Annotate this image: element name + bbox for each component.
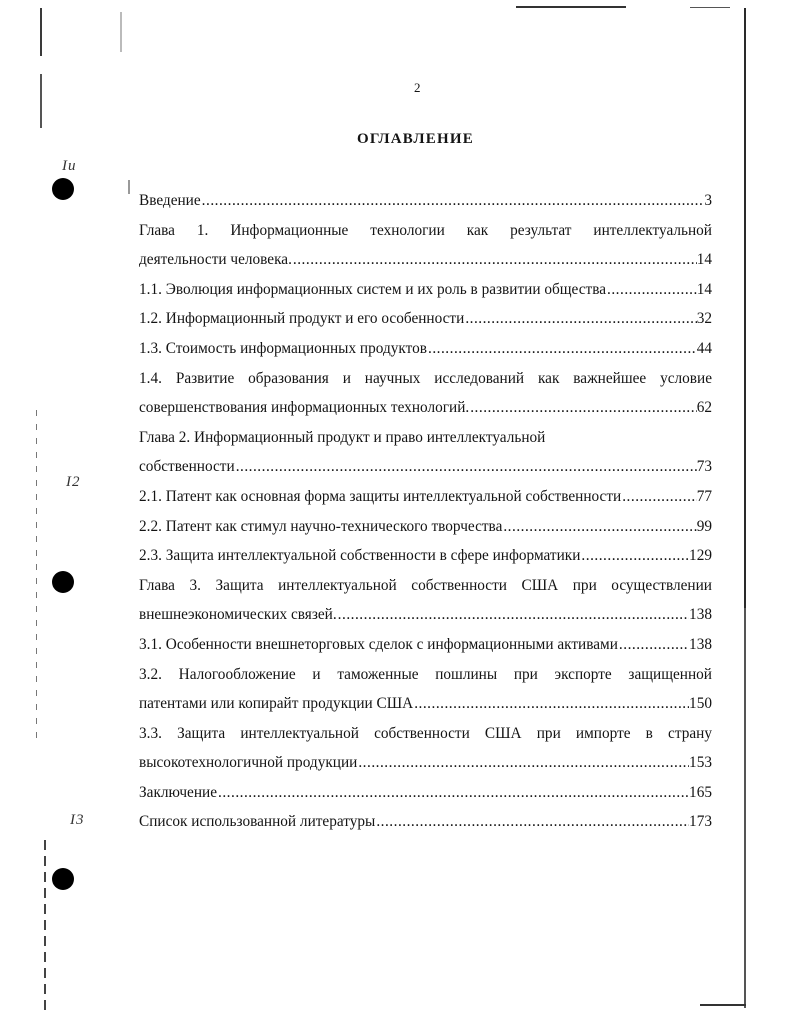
toc-entry-first-line — [139, 571, 712, 601]
leader-dots — [580, 541, 689, 571]
toc-entry — [139, 393, 712, 423]
toc-entry — [139, 245, 712, 275]
toc-page-number: 14 — [696, 280, 712, 298]
leader-dots — [375, 807, 689, 837]
toc-page-number: 44 — [696, 339, 712, 357]
toc-entry — [139, 630, 712, 660]
leader-dots — [413, 689, 689, 719]
scan-edge-top — [516, 6, 626, 8]
punch-hole — [52, 868, 74, 890]
margin-note: Iи — [62, 158, 77, 174]
scan-edge-right — [744, 8, 746, 1008]
toc-entry — [139, 304, 712, 334]
leader-dots — [292, 245, 697, 275]
toc-entry — [139, 512, 712, 542]
toc-entry-title: деятельности человека. — [139, 251, 292, 269]
toc-entry-title: 3.1. Особенности внешнеторговых сделок с информационными активами — [139, 635, 618, 653]
toc-page-number: 32 — [696, 310, 712, 328]
leader-dots — [621, 482, 696, 512]
leader-dots — [235, 452, 697, 482]
toc-entry-title: 3.2. Налогообложение и таможенные пошлины при экспорте защищенной — [139, 665, 712, 683]
toc-entry-title: совершенствования информационных технологий. — [139, 399, 470, 417]
toc-page-number: 73 — [696, 458, 712, 476]
toc-entry-first-line — [139, 719, 712, 749]
toc-entry-first-line — [139, 423, 712, 453]
scan-edge-bottom — [700, 1004, 746, 1006]
toc-page-number: 3 — [704, 192, 712, 209]
toc-entry — [139, 275, 712, 305]
toc-entry-first-line — [139, 216, 712, 246]
leader-dots — [618, 630, 689, 660]
leader-dots — [469, 393, 696, 423]
toc-entry — [139, 334, 712, 364]
page-number: 2 — [414, 80, 421, 95]
leader-dots — [502, 512, 696, 542]
table-of-contents — [139, 186, 712, 837]
toc-entry — [139, 541, 712, 571]
toc-entry — [139, 778, 712, 808]
leader-dots — [464, 304, 696, 334]
margin-note: I3 — [70, 812, 85, 828]
toc-entry — [139, 807, 712, 837]
toc-entry-title: 2.1. Патент как основная форма защиты интеллектуальной собственности — [139, 487, 622, 505]
toc-page-number: 138 — [689, 606, 712, 624]
toc-page-number: 150 — [689, 695, 712, 713]
toc-page-number: 99 — [696, 517, 712, 535]
toc-entry — [139, 600, 712, 630]
toc-entry-title: Глава 2. Информационный продукт и право интеллектуальной — [139, 428, 546, 446]
toc-page-number: 129 — [689, 547, 712, 565]
leader-dots — [217, 778, 689, 808]
punch-hole — [52, 178, 74, 200]
toc-entry-title: 3.3. Защита интеллектуальной собственности США при импорте в страну — [139, 724, 712, 742]
toc-entry-title: 1.3. Стоимость информационных продуктов — [139, 339, 427, 357]
toc-entry-title: Введение — [139, 192, 201, 209]
leader-dots — [337, 600, 689, 630]
toc-entry — [139, 689, 712, 719]
leader-dots — [427, 334, 697, 364]
scan-speck — [120, 12, 122, 52]
toc-entry-title: внешнеэкономических связей. — [139, 606, 337, 624]
toc-entry-title: Список использованной литературы — [139, 813, 376, 831]
toc-entry-first-line — [139, 364, 712, 394]
toc-page-number: 62 — [696, 399, 712, 417]
scan-speck — [128, 180, 130, 194]
toc-entry-title: высокотехнологичной продукции — [139, 754, 358, 772]
leader-dots — [357, 748, 689, 778]
toc-page-number: 77 — [696, 487, 712, 505]
toc-entry — [139, 482, 712, 512]
toc-entry-title: 2.2. Патент как стимул научно-технического творчества — [139, 517, 503, 535]
toc-entry-title: 1.2. Информационный продукт и его особенности — [139, 310, 465, 328]
scan-edge-left-top — [40, 8, 42, 128]
toc-entry-title: Глава 3. Защита интеллектуальной собственности США при осуществлении — [139, 576, 712, 594]
toc-entry — [139, 452, 712, 482]
margin-note: I2 — [66, 474, 81, 490]
scan-edge-left-mid — [36, 410, 37, 740]
leader-dots — [201, 186, 705, 216]
page-title: ОГЛАВЛЕНИЕ — [357, 131, 474, 147]
toc-entry-title: 2.3. Защита интеллектуальной собственности в сфере информатики — [139, 547, 581, 565]
toc-page-number: 138 — [689, 635, 712, 653]
toc-entry-title: Заключение — [139, 783, 218, 801]
toc-entry-first-line — [139, 660, 712, 690]
scan-edge-left-low — [44, 840, 46, 1010]
toc-entry-title: 1.4. Развитие образования и научных исследований как важнейшее условие — [139, 369, 712, 387]
toc-entry-title: патентами или копирайт продукции США — [139, 695, 414, 713]
toc-entry-title: 1.1. Эволюция информационных систем и их роль в развитии общества — [139, 280, 607, 298]
toc-page-number: 173 — [689, 813, 712, 831]
punch-hole — [52, 571, 74, 593]
toc-entry-title: собственности — [139, 458, 235, 476]
toc-entry — [139, 748, 712, 778]
leader-dots — [606, 275, 697, 305]
toc-entry-title: Глава 1. Информационные технологии как результат интеллектуальной — [139, 221, 712, 239]
toc-page-number: 165 — [689, 783, 712, 801]
scan-edge-top-2 — [690, 7, 730, 8]
toc-entry — [139, 186, 712, 216]
toc-page-number: 153 — [689, 754, 712, 772]
toc-page-number: 14 — [696, 251, 712, 269]
